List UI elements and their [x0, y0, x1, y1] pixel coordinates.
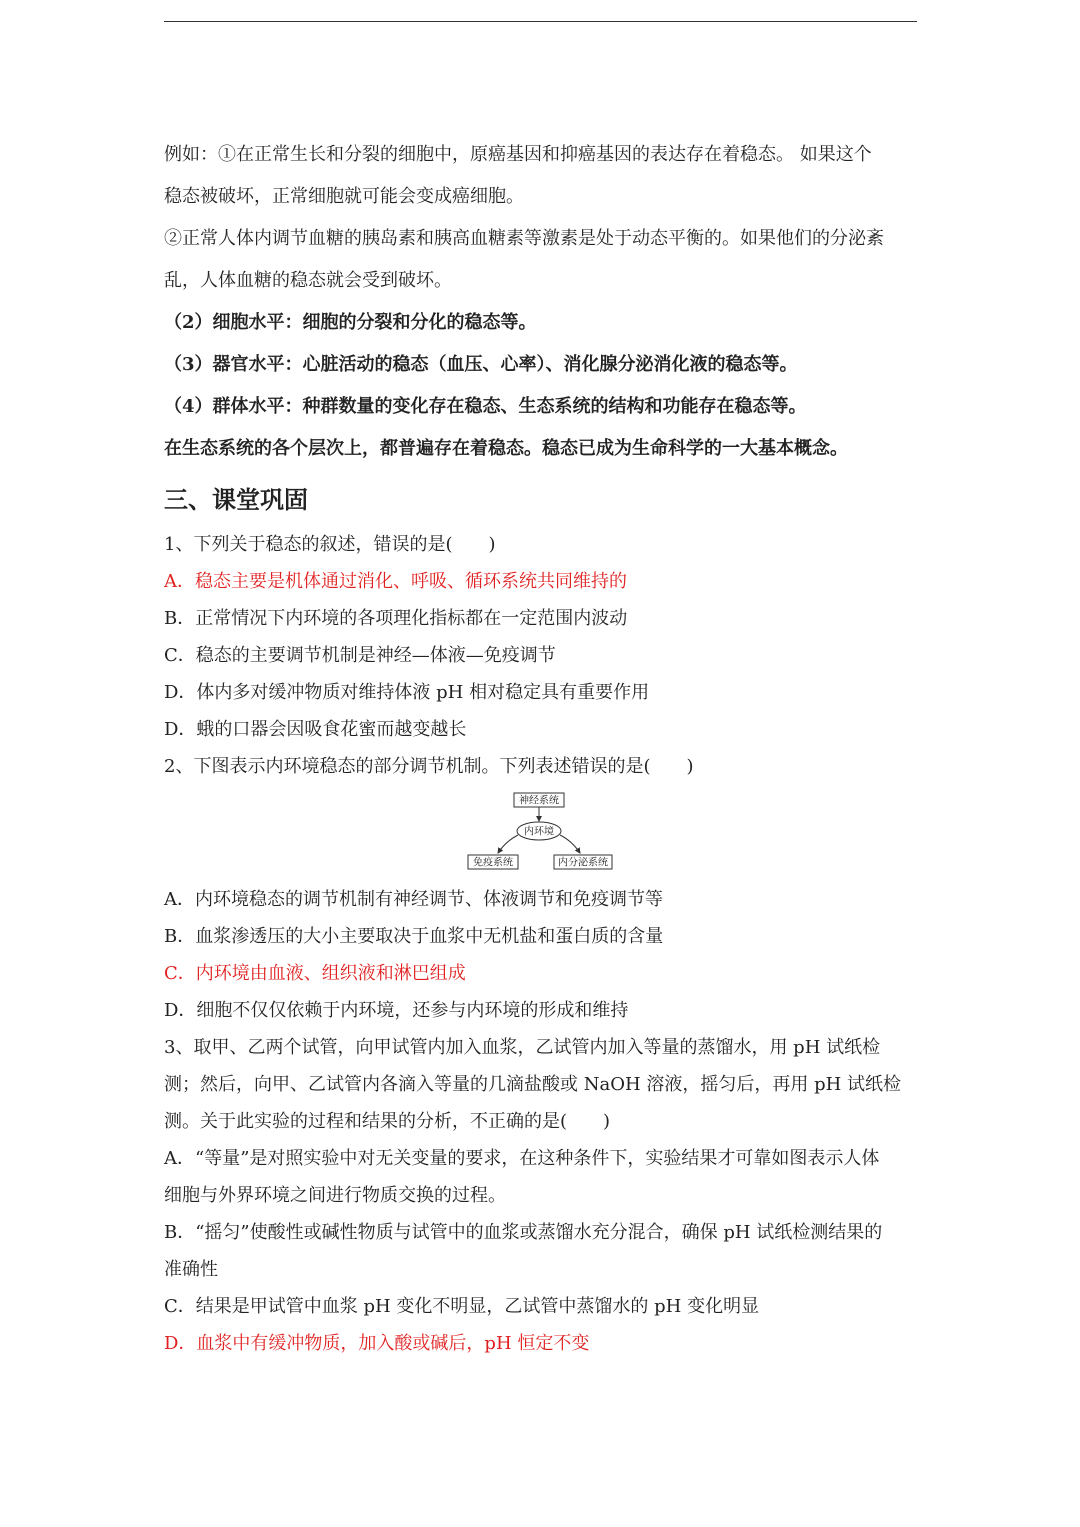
example-2-line-2: 乱，人体血糖的稳态就会受到破坏。 — [164, 270, 452, 291]
q3-option-a-line-1: A．“等量”是对照实验中对无关变量的要求，在这种条件下，实验结果才可靠如图表示人体 — [164, 1148, 880, 1169]
node-endocrine-system — [554, 855, 612, 869]
node-immune-system — [468, 855, 518, 869]
node-internal-environment — [517, 822, 561, 840]
header-rule — [164, 21, 917, 22]
q3-option-a-line-2: 细胞与外界环境之间进行物质交换的过程。 — [164, 1185, 506, 1206]
q1-option-b: B．正常情况下内环境的各项理化指标都在一定范围内波动 — [164, 608, 628, 629]
arrow-to-endocrine — [560, 835, 580, 853]
example-1-line-2: 稳态被破坏，正常细胞就可能会变成癌细胞。 — [164, 186, 524, 207]
summary-text: 在生态系统的各个层次上，都普遍存在着稳态。稳态已成为生命科学的一大基本概念。 — [164, 438, 848, 459]
q3-option-b-line-1: B．“摇匀”使酸性或碱性物质与试管中的血浆或蒸馏水充分混合，确保 pH 试纸检测结果的 — [164, 1222, 883, 1243]
q3-option-d: D．血浆中有缓冲物质，加入酸或碱后，pH 恒定不变 — [164, 1333, 590, 1354]
arrow-to-immune — [498, 835, 518, 853]
document-body — [164, 134, 918, 1362]
regulation-diagram — [466, 791, 616, 875]
question-3-stem-line-2: 测；然后，向甲、乙试管内各滴入等量的几滴盐酸或 NaOH 溶液，摇匀后，再用 pH 试纸检 — [164, 1074, 902, 1095]
q3-option-c: C．结果是甲试管中血浆 pH 变化不明显，乙试管中蒸馏水的 pH 变化明显 — [164, 1296, 760, 1317]
question-1-stem: 1、下列关于稳态的叙述，错误的是( ) — [164, 534, 496, 555]
example-2-line-1: ②正常人体内调节血糖的胰岛素和胰高血糖素等激素是处于动态平衡的。如果他们的分泌紊 — [164, 228, 884, 249]
svg-text:内分泌系统: 内分泌系统 — [558, 857, 608, 869]
q3-option-b-line-2: 准确性 — [164, 1259, 218, 1280]
q2-option-a: A．内环境稳态的调节机制有神经调节、体液调节和免疫调节等 — [164, 889, 663, 910]
example-1-line-1: 例如：①在正常生长和分裂的细胞中，原癌基因和抑癌基因的表达存在着稳态。 如果这个 — [164, 144, 872, 165]
svg-text:神经系统: 神经系统 — [519, 795, 559, 807]
level-cell: （2）细胞水平：细胞的分裂和分化的稳态等。 — [164, 312, 537, 333]
q1-option-a: A．稳态主要是机体通过消化、呼吸、循环系统共同维持的 — [164, 571, 627, 592]
q1-option-d2: D．蛾的口器会因吸食花蜜而越变越长 — [164, 719, 467, 740]
level-population: （4）群体水平：种群数量的变化存在稳态、生态系统的结构和功能存在稳态等。 — [164, 396, 807, 417]
level-organ: （3）器官水平：心脏活动的稳态（血压、心率）、消化腺分泌消化液的稳态等。 — [164, 354, 798, 375]
svg-text:内环境: 内环境 — [524, 826, 554, 838]
q1-option-d: D．体内多对缓冲物质对维持体液 pH 相对稳定具有重要作用 — [164, 682, 650, 703]
question-3-stem-line-3: 测。关于此实验的过程和结果的分析，不正确的是( ) — [164, 1111, 611, 1132]
svg-text:免疫系统: 免疫系统 — [473, 857, 513, 869]
q2-option-d: D．细胞不仅仅依赖于内环境，还参与内环境的形成和维持 — [164, 1000, 629, 1021]
q1-option-c: C．稳态的主要调节机制是神经—体液—免疫调节 — [164, 645, 556, 666]
node-nervous-system — [514, 793, 564, 807]
q2-option-b: B．血浆渗透压的大小主要取决于血浆中无机盐和蛋白质的含量 — [164, 926, 664, 947]
section-title: 三、课堂巩固 — [164, 485, 308, 514]
question-3-stem-line-1: 3、取甲、乙两个试管，向甲试管内加入血浆，乙试管内加入等量的蒸馏水，用 pH 试纸检 — [164, 1037, 881, 1058]
question-2-stem: 2、下图表示内环境稳态的部分调节机制。下列表述错误的是( ) — [164, 756, 694, 777]
q2-option-c: C．内环境由血液、组织液和淋巴组成 — [164, 963, 466, 984]
